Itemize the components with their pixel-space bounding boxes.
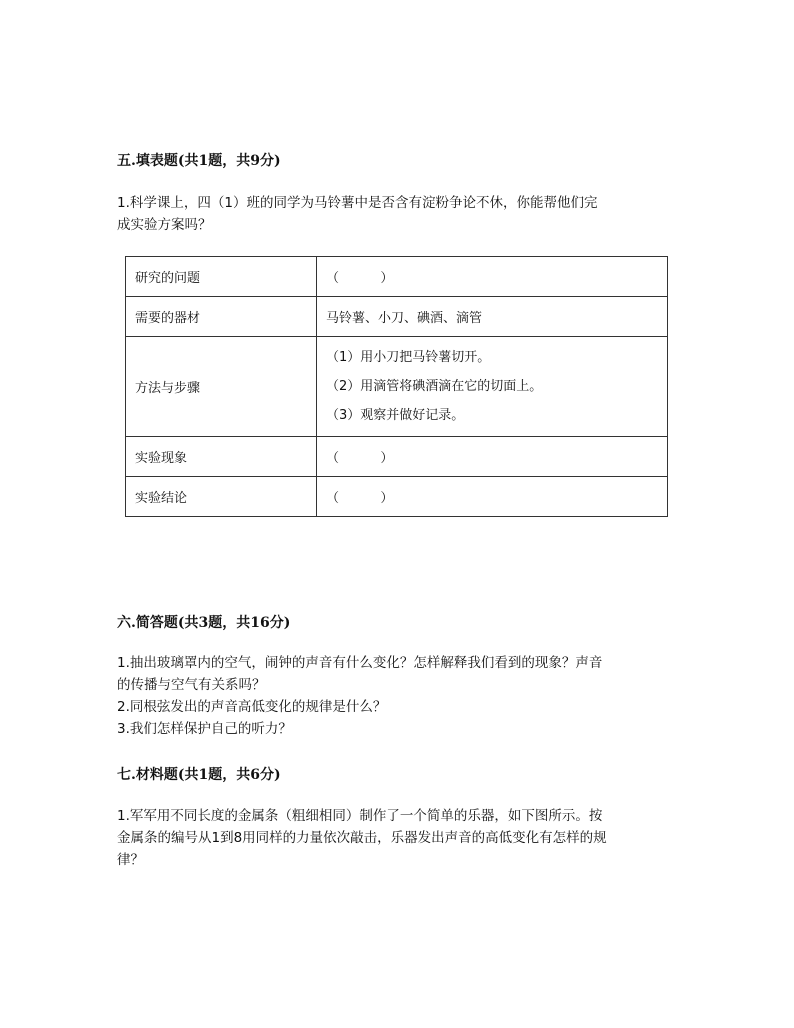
question-line: 成实验方案吗？ — [117, 217, 212, 233]
row-value — [317, 257, 668, 297]
step-item: （3）观察并做好记录。 — [326, 408, 465, 423]
experiment-plan-table — [125, 256, 668, 517]
section-7-question — [117, 805, 687, 871]
section-6-title: 六.简答题(共3题，共16分) — [117, 615, 291, 631]
question-line: 的传播与空气有关系吗？ — [117, 677, 266, 693]
section-5-title: 五.填表题(共1题，共9分) — [117, 153, 281, 169]
table-row — [126, 297, 668, 337]
row-label: 方法与步骤 — [126, 337, 317, 437]
question-line: 3.我们怎样保护自己的听力？ — [117, 721, 292, 737]
question-line: 1.科学课上，四（1）班的同学为马铃薯中是否含有淀粉争论不休，你能帮他们完 — [117, 195, 598, 211]
question-line: 金属条的编号从1到8用同样的力量依次敲击，乐器发出声音的高低变化有怎样的规 — [117, 830, 607, 846]
question-line: 1.军军用不同长度的金属条（粗细相同）制作了一个简单的乐器，如下图所示。按 — [117, 808, 603, 824]
row-value — [317, 477, 668, 517]
blank-paren: （ ） — [326, 271, 394, 286]
table-row — [126, 257, 668, 297]
question-line: 2.同根弦发出的声音高低变化的规律是什么？ — [117, 699, 387, 715]
row-value: 马铃薯、小刀、碘酒、滴管 — [317, 297, 668, 337]
row-steps — [317, 337, 668, 437]
blank-paren: （ ） — [326, 451, 394, 466]
row-label: 实验结论 — [126, 477, 317, 517]
step-item: （1）用小刀把马铃薯切开。 — [326, 350, 491, 365]
question-line: 1.抽出玻璃罩内的空气，闹钟的声音有什么变化？怎样解释我们看到的现象？声音 — [117, 655, 603, 671]
row-label: 实验现象 — [126, 437, 317, 477]
row-value — [317, 437, 668, 477]
table-row — [126, 477, 668, 517]
question-line: 律？ — [117, 852, 144, 868]
step-item: （2）用滴管将碘酒滴在它的切面上。 — [326, 379, 543, 394]
table-row — [126, 437, 668, 477]
section-5-question — [117, 192, 687, 236]
blank-paren: （ ） — [326, 491, 394, 506]
table-row — [126, 337, 668, 437]
row-label: 研究的问题 — [126, 257, 317, 297]
section-6-questions — [117, 652, 687, 740]
section-7-title: 七.材料题(共1题，共6分) — [117, 767, 281, 783]
row-label: 需要的器材 — [126, 297, 317, 337]
